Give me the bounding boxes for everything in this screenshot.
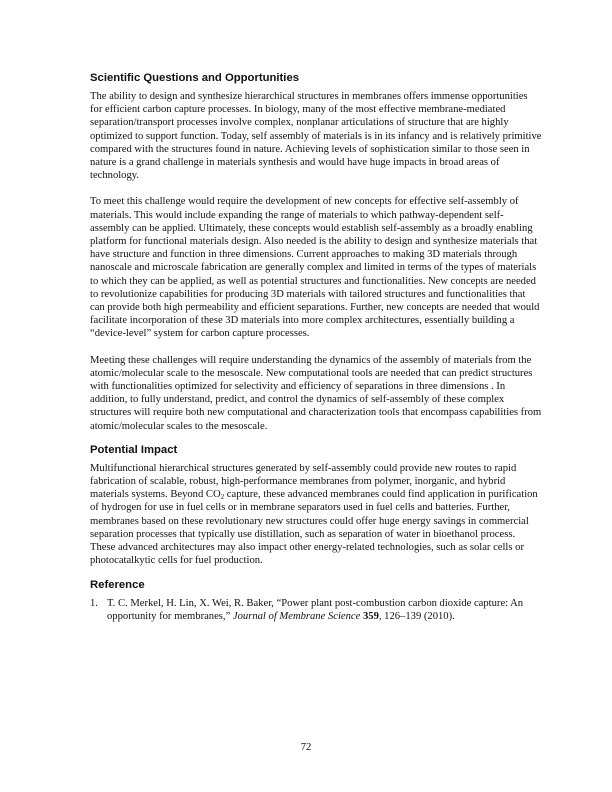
section-heading-reference: Reference — [90, 578, 145, 591]
reference-number: 1. — [90, 597, 98, 609]
section-heading-potential-impact: Potential Impact — [90, 443, 178, 456]
co2-subscript: 2 — [220, 493, 225, 502]
reference-pages-year: , 126–139 (2010). — [378, 610, 455, 622]
impact-text-start: Multifunctional hierarchical structures generated by self-assembly could provide new routes to rapid fabrication of scalable, robust, high-performance membranes from polymer, inorganic, and hybrid materials systems. Beyond CO — [90, 462, 517, 501]
page-number: 72 — [300, 742, 312, 753]
reference-authors-title: T. C. Merkel, H. Lin, X. Wei, R. Baker, “Power plant post-combustion carbon dioxide capture: An opportunity for membranes,” — [107, 597, 524, 622]
reference-text — [107, 597, 542, 623]
reference-item — [90, 597, 542, 623]
reference-journal: Journal of Membrane Science — [232, 610, 361, 622]
section-heading-scientific-questions: Scientific Questions and Opportunities — [90, 72, 300, 84]
paragraph-1: The ability to design and synthesize hierarchical structures in membranes offers immense opportunities for efficient carbon capture processes. In biology, many of the most effective membrane-mediated separation/transport processes involve complex, nonplanar articulations of structure that are highly optimized to support function. Today, self assembly of materials is in its infancy and is relatively primitive compared with the structures found in nature. Achieving levels of sophistication similar to those seen in nature is a grand challenge in materials synthesis and would have huge impacts in broad areas of technology. — [90, 91, 542, 182]
page-content — [90, 70, 542, 623]
reference-volume: 359 — [362, 610, 379, 622]
impact-text-end: capture, these advanced membranes could find application in purification of hydrogen for use in fuel cells or in membrane separators used in fuel cells and batteries. Further, membranes based on these revolutionary new structures could offer huge energy savings in commercial separation processes that typically use distillation, such as separation of water in bioethanol process. These advanced architectures may also impact other energy-related technologies, such as solar cells or photocatalkytic cells for fuel production. — [90, 489, 538, 567]
paragraph-3: Meeting these challenges will require understanding the dynamics of the assembly of materials from the atomic/molecular scale to the mesoscale. New computational tools are needed that can predict structures with functionalities optimized for selectivity and efficiency of separations in three dimensions . In addition, to fully understand, predict, and control the dynamics of self-assembly of these complex structures will require both new computational and characterization tools that encompass capabilities from atomic/molecular scales to the mesoscale. — [90, 354, 542, 432]
paragraph-2: To meet this challenge would require the development of new concepts for effective self-assembly of materials. This would include expanding the range of materials to which pathway-dependent self-assembly can be applied. Ultimately, these concepts would establish self-assembly as a broadly enabling platform for functional materials design. Also needed is the ability to design and synthesize materials that have structure and function in three dimensions. Current approaches to making 3D materials through nanoscale and microscale fabrication are generally complex and limited in terms of the types of materials to which they can be applied, as well as potential structures and functionalities. New concepts are needed to revolutionize capabilities for producing 3D materials with tailored structures and functionalities that can provide both high permeability and efficient separations. Further, new concepts are needed that would facilitate incorporation of these 3D materials into more complex architectures, essentially building a “device-level” system for carbon capture processes. — [90, 196, 540, 340]
paragraph-potential-impact — [90, 462, 542, 568]
